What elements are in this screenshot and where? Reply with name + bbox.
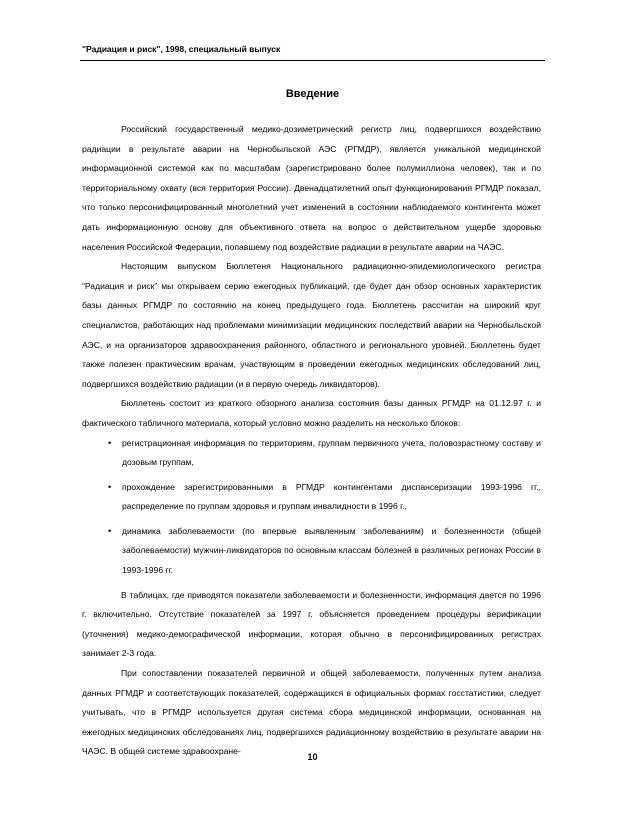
bullet-icon: •	[108, 437, 112, 448]
header-divider	[80, 60, 545, 61]
bullet-icon: •	[108, 481, 112, 492]
block-list	[82, 434, 541, 581]
page-number: 10	[307, 752, 318, 762]
list-item-text: регистрационная информация по территориям, группам первичного учета, половозрастному составу и дозовым группам,	[122, 437, 541, 468]
section-title: Введение	[285, 88, 340, 100]
paragraph: В таблицах, где приводятся показатели заболеваемости и болезненности, информация дается по 1996 г. включительно. Отсутствие показателей за 1997 г. объясняется проведением процедуры верификации (уточнения) медико-демографической информации, которая обычно в персонифицированных регистрах занимает 2-3 года.	[82, 589, 541, 659]
paragraph: Российский государственный медико-дозиметрический регистр лиц, подвергшихся воздействию радиации в результате аварии на Чернобыльской АЭС (РГМДР), является уникальной медицинской информационной системой как по масштабам (зарегистрировано более полумиллиона человек), так и по территориальному охвату (вся территория России). Двенадцатилетний опыт функционирования РГМДР показал, что только персонифицированный многолетний учет изменений в состоянии наблюдаемого контингента может дать информационную основу для объективного ответа на вопрос о действительном ущербе здоровью населения Российской Федерации, попавшему под воздействие радиации в результате аварии на ЧАЭС.	[82, 124, 541, 252]
paragraph: Бюллетень состоит из краткого обзорного анализа состояния базы данных РГМДР на 01.12.97 г. и фактического табличного материала, который условно можно разделить на несколько блоков:	[82, 398, 541, 428]
list-item	[82, 522, 541, 581]
list-item-text: динамика заболеваемости (по впервые выявленным заболеваниям) и болезненности (общей заболеваемости) мужчин-ликвидаторов по основным классам болезней в различных регионах России в 1993-1996 гг.	[122, 525, 541, 576]
list-item	[82, 478, 541, 517]
running-header: "Радиация и риск", 1998, специальный выпуск	[82, 44, 281, 54]
body-text	[82, 120, 541, 762]
paragraph: При сопоставлении показателей первичной и общей заболеваемости, полученных путем анализа данных РГМДР и соответствующих показателей, содержащихся в официальных формах госстатистики, следует учитывать, что в РГМДР используется другая система сбора медицинской информации, основанная на ежегодных медицинских обследованиях лиц, подвергшихся радиационному воздействию в результате аварии на ЧАЭС. В общей системе здравоохране-	[82, 668, 541, 757]
list-item	[82, 434, 541, 473]
paragraph: Настоящим выпуском Бюллетеня Национального радиационно-эпидемиологического регистра “Радиация и риск” мы открываем серию ежегодных публикаций, где будет дан обзор основных характеристик базы данных РГМДР по состоянию на конец предыдущего года. Бюллетень рассчитан на широкий круг специалистов, работающих над проблемами минимизации медицинских последствий аварии на Чернобыльской АЭС, и на организаторов здравоохранения районного, областного и регионального уровней. Бюллетень будет также полезен практическим врачам, участвующим в проведении ежегодных медицинских обследований лиц, подвергшихся воздействию радиации (и в первую очередь ликвидаторов).	[82, 261, 541, 389]
bullet-icon: •	[108, 525, 112, 536]
list-item-text: прохождение зарегистрированными в РГМДР контингентами диспансеризации 1993-1996 гг., распределение по группам здоровья и группам инвалидности в 1996 г.,	[122, 481, 541, 512]
